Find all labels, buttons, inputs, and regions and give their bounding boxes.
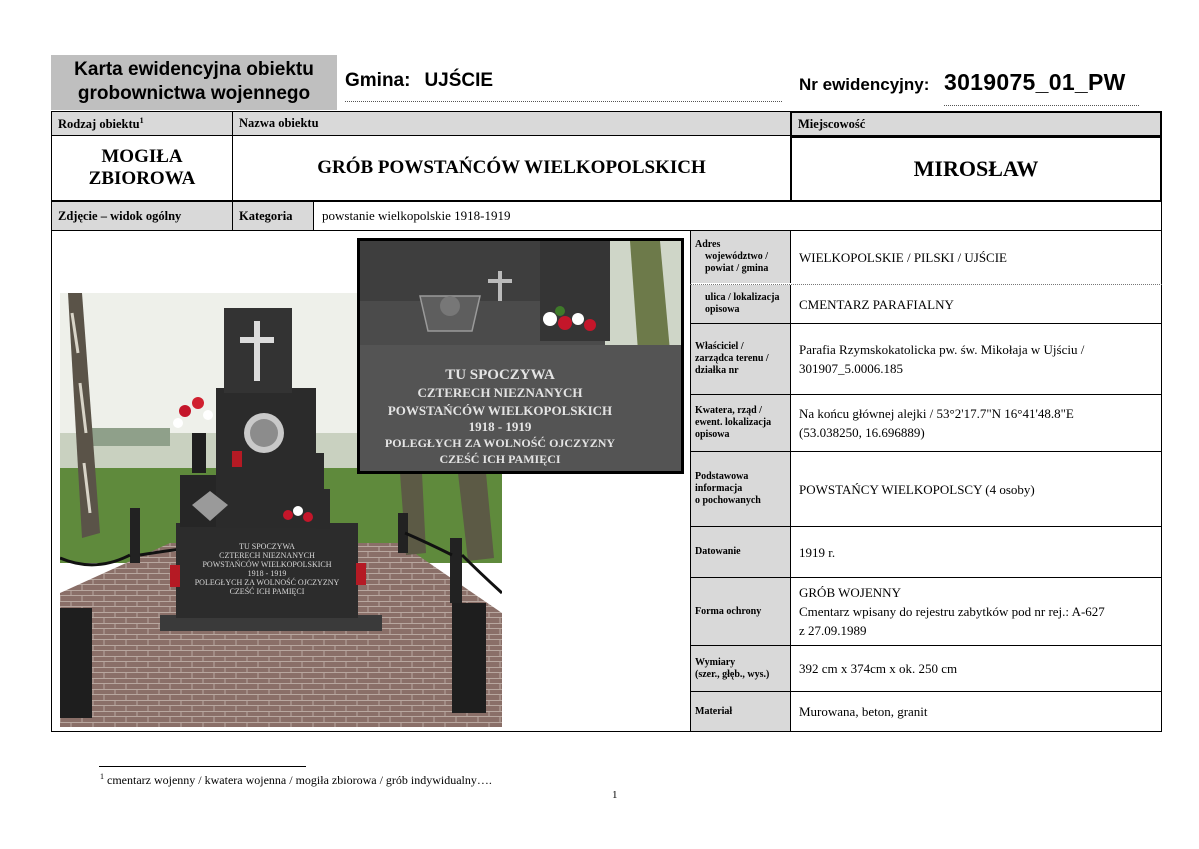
nr-label: Nr ewidencyjny: [799, 75, 930, 94]
podstawowa-label-2: informacja [695, 483, 743, 494]
wlasciciel-value-cell [791, 324, 1162, 394]
nazwa-label-cell [232, 111, 791, 136]
datowanie-value-cell [791, 527, 1162, 577]
kwatera-value-cell [791, 395, 1162, 451]
inscription-line3: POWSTAŃCÓW WIELKOPOLSKICH [387, 403, 613, 418]
forma-value-2: Cmentarz wpisany do rejestru zabytków pod nr rej.: A-627 [799, 604, 1105, 619]
rodzaj-value-line1: MOGIŁA [101, 146, 183, 167]
forma-label-cell [690, 578, 791, 645]
adres-label-3: powiat / gmina [705, 263, 769, 274]
podstawowa-label-3: o pochowanych [695, 495, 761, 506]
forma-value-1: GRÓB WOJENNY [799, 585, 901, 600]
podstawowa-value-cell [791, 452, 1162, 526]
wlasciciel-label-2: zarządca terenu / [695, 353, 769, 364]
material-label-cell [690, 692, 791, 731]
card-title-line1: Karta ewidencyjna obiektu [74, 59, 314, 80]
kwatera-value-2: (53.038250, 16.696889) [799, 425, 925, 440]
nazwa-label: Nazwa obiektu [239, 116, 319, 130]
footnote-text: cmentarz wojenny / kwatera wojenna / mogiła zbiorowa / grób indywidualny…. [107, 773, 492, 787]
wlasciciel-label-3: działka nr [695, 365, 739, 376]
rodzaj-footnote-ref: 1 [139, 116, 144, 125]
miejscowosc-value-cell [790, 136, 1162, 202]
rodzaj-label: Rodzaj obiektu [58, 117, 140, 132]
miejscowosc-value: MIROSŁAW [913, 156, 1039, 181]
kwatera-label-2: ewent. lokalizacja [695, 417, 772, 428]
inscription-photo-image [360, 241, 681, 471]
wymiary-value: 392 cm x 374cm x ok. 250 cm [799, 661, 958, 676]
card-title [51, 55, 337, 110]
kategoria-value: powstanie wielkopolskie 1918-1919 [322, 208, 511, 223]
forma-label: Forma ochrony [695, 605, 762, 617]
podstawowa-label-cell [690, 452, 791, 526]
rodzaj-value-cell [51, 135, 233, 201]
wlasciciel-value-2: 301907_5.0006.185 [799, 361, 903, 376]
wymiary-value-cell [791, 646, 1162, 691]
nazwa-value: GRÓB POWSTAŃCÓW WIELKOPOLSKICH [317, 157, 706, 178]
ulica-label-1: ulica / lokalizacja [705, 292, 780, 303]
plinth-inscription-line1: TU SPOCZYWA [239, 542, 295, 551]
zdjecie-label-cell [51, 201, 233, 231]
forma-value-cell [791, 578, 1162, 645]
plinth-inscription-line5: POLEGŁYCH ZA WOLNOŚĆ OJCZYZNY [194, 578, 340, 587]
podstawowa-label-1: Podstawowa [695, 471, 749, 482]
gmina-underline [345, 101, 782, 102]
wlasciciel-label-cell [690, 324, 791, 394]
wlasciciel-label-1: Właściciel / [695, 341, 744, 352]
adres-value: WIELKOPOLSKIE / PILSKI / UJŚCIE [799, 249, 1007, 265]
card-title-line2: grobownictwa wojennego [77, 83, 311, 104]
forma-value-3: z 27.09.1989 [799, 623, 867, 638]
wymiary-label-1: Wymiary [695, 656, 736, 668]
material-label: Materiał [695, 705, 733, 717]
plinth-inscription-line6: CZEŚĆ ICH PAMIĘCI [229, 587, 305, 596]
material-value-cell [791, 692, 1162, 731]
adres-label-1: Adres [695, 239, 721, 250]
ulica-label-cell [690, 285, 791, 323]
footnote-separator [99, 766, 306, 767]
adres-value-cell [791, 231, 1162, 283]
kwatera-label-cell [690, 395, 791, 451]
gmina-label: Gmina: [345, 70, 411, 91]
inscription-photo [357, 238, 684, 474]
miejscowosc-label: Miejscowość [798, 117, 866, 131]
rodzaj-value-line2: ZBIOROWA [88, 168, 196, 189]
kwatera-value-1: Na końcu głównej alejki / 53°2'17.7"N 16°41'48.8"E [799, 406, 1074, 421]
inscription-line6: CZEŚĆ ICH PAMIĘCI [439, 452, 561, 466]
plinth-inscription-line4: 1918 - 1919 [247, 569, 287, 578]
gmina-field [345, 70, 493, 92]
page-number: 1 [612, 789, 618, 801]
zdjecie-label: Zdjęcie – widok ogólny [58, 208, 182, 223]
nr-value: 3019075_01_PW [944, 69, 1126, 95]
inscription-line1: TU SPOCZYWA [445, 367, 555, 383]
wlasciciel-value-1: Parafia Rzymskokatolicka pw. św. Mikołaja w Ujściu / [799, 342, 1085, 357]
inscription-line2: CZTERECH NIEZNANYCH [417, 385, 583, 400]
inscription-line5: POLEGŁYCH ZA WOLNOŚĆ OJCZYZNY [384, 436, 616, 450]
footnote-mark: 1 [100, 772, 104, 781]
nazwa-value-cell [232, 135, 791, 201]
kategoria-label-cell [232, 201, 314, 231]
podstawowa-value: POWSTAŃCY WIELKOPOLSCY (4 osoby) [799, 481, 1035, 497]
inscription-line4: 1918 - 1919 [468, 419, 532, 434]
adres-label-cell [690, 231, 791, 283]
gmina-value: UJŚCIE [424, 70, 494, 91]
rodzaj-label-cell [51, 111, 233, 136]
plinth-inscription-line2: CZTERECH NIEZNANYCH [219, 551, 315, 560]
nr-underline [944, 105, 1139, 106]
footnote [100, 772, 492, 788]
ulica-label-2: opisowa [705, 304, 740, 315]
kategoria-value-cell [313, 201, 1162, 231]
kategoria-label: Kategoria [239, 208, 293, 223]
datowanie-label: Datowanie [695, 546, 741, 557]
miejscowosc-label-cell [790, 111, 1162, 137]
material-value: Murowana, beton, granit [799, 704, 928, 719]
kwatera-label-1: Kwatera, rząd / [695, 405, 762, 416]
datowanie-label-cell [690, 527, 791, 577]
ulica-value-cell [791, 285, 1162, 323]
wymiary-label-cell [690, 646, 791, 691]
kwatera-label-3: opisowa [695, 429, 730, 440]
plinth-inscription-line3: POWSTAŃCÓW WIELKOPOLSKICH [202, 560, 332, 569]
datowanie-value: 1919 r. [799, 544, 836, 560]
wymiary-label-2: (szer., głęb., wys.) [695, 668, 770, 680]
adres-label-2: województwo / [705, 251, 769, 262]
ulica-value: CMENTARZ PARAFIALNY [799, 296, 954, 312]
